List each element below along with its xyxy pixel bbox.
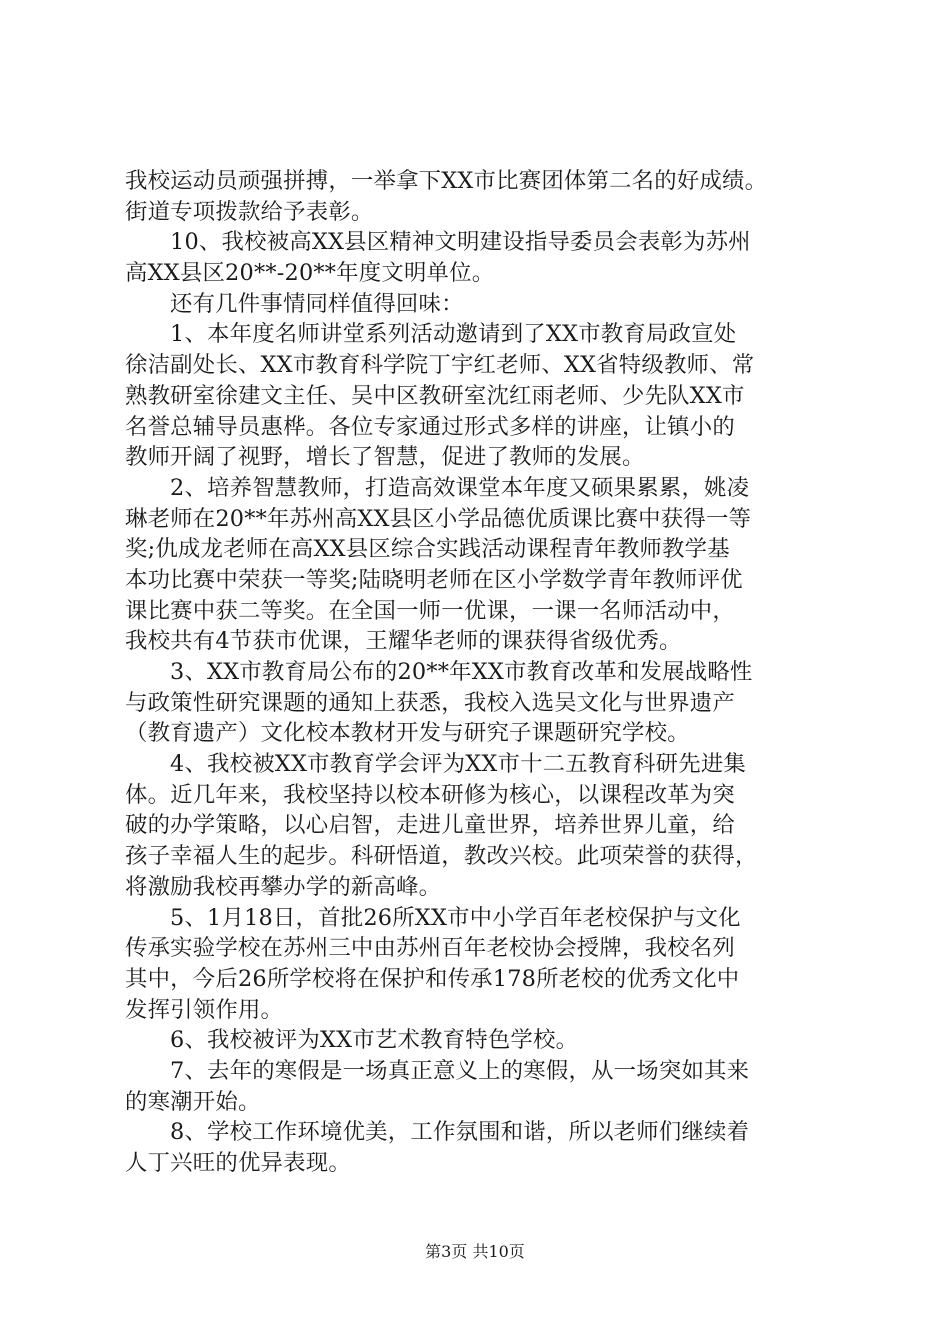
text-line: 8、学校工作环境优美，工作氛围和谐，所以老师们继续着 <box>170 1119 750 1146</box>
text-line: 街道专项拨款给予表彰。 <box>125 198 374 225</box>
text-line: 其中，今后26所学校将在保护和传承178所老校的优秀文化中 <box>125 965 740 992</box>
text-line: 我校共有4节获市优课，王耀华老师的课获得省级优秀。 <box>125 628 682 655</box>
text-line: 发挥引领作用。 <box>125 996 284 1023</box>
text-line: 体。近几年来，我校坚持以校本研修为核心，以课程改革为突 <box>125 781 735 808</box>
text-line: 6、我校被评为XX市艺术教育特色学校。 <box>170 1027 579 1054</box>
text-line: 还有几件事情同样值得回味： <box>170 290 464 317</box>
text-line: 的寒潮开始。 <box>125 1088 261 1115</box>
text-line: 名誉总辅导员惠桦。各位专家通过形式多样的讲座，让镇小的 <box>125 413 735 440</box>
text-line: 传承实验学校在苏州三中由苏州百年老校协会授牌，我校名列 <box>125 935 735 962</box>
page-footer <box>0 1240 950 1264</box>
text-line: 将激励我校再攀办学的新高峰。 <box>125 873 442 900</box>
text-line: 教师开阔了视野，增长了智慧，促进了教师的发展。 <box>125 444 645 471</box>
text-line: 我校运动员顽强拼搏，一举拿下XX市比赛团体第二名的好成绩。 <box>125 168 768 194</box>
text-line: 徐洁副处长、XX市教育科学院丁宇红老师、XX省特级教师、常 <box>125 352 755 379</box>
text-line: 10、我校被高XX县区精神文明建设指导委员会表彰为苏州 <box>170 229 751 256</box>
text-line: 琳老师在20**年苏州高XX县区小学品德优质课比赛中获得一等 <box>125 505 752 532</box>
text-line: 与政策性研究课题的通知上获悉，我校入选吴文化与世界遗产 <box>125 689 735 716</box>
text-line: 5、1月18日，首批26所XX市中小学百年老校保护与文化 <box>170 904 741 931</box>
text-line: 课比赛中获二等奖。在全国一师一优课，一课一名师活动中， <box>125 597 735 624</box>
document-body <box>125 166 827 1179</box>
text-line: 本功比赛中荣获一等奖;陆晓明老师在区小学数学青年教师评优 <box>125 566 743 593</box>
text-line: 3、XX市教育局公布的20**年XX市教育改革和发展战略性 <box>170 659 753 685</box>
text-line: 2、培养智慧教师，打造高效课堂本年度又硕果累累，姚凌 <box>170 474 750 501</box>
text-line: 高XX县区20**-20**年度文明单位。 <box>125 260 495 287</box>
text-line: 4、我校被XX市教育学会评为XX市十二五教育科研先进集 <box>170 751 746 778</box>
text-line: 奖;仇成龙老师在高XX县区综合实践活动课程青年教师教学基 <box>125 536 730 563</box>
text-line: 7、去年的寒假是一场真正意义上的寒假，从一场突如其来 <box>170 1057 750 1084</box>
text-line: 熟教研室徐建文主任、吴中区教研室沈红雨老师、少先队XX市 <box>125 382 745 409</box>
text-line: （教育遗产）文化校本教材开发与研究子课题研究学校。 <box>125 720 690 747</box>
page-number-label: 第3页 共10页 <box>425 1242 525 1261</box>
text-line: 人丁兴旺的优异表现。 <box>125 1150 351 1176</box>
text-line: 1、本年度名师讲堂系列活动邀请到了XX市教育局政宣处 <box>170 321 737 348</box>
text-line: 破的办学策略，以心启智，走进儿童世界，培养世界儿童，给 <box>125 812 735 839</box>
text-line: 孩子幸福人生的起步。科研悟道，教改兴校。此项荣誉的获得， <box>125 843 758 870</box>
